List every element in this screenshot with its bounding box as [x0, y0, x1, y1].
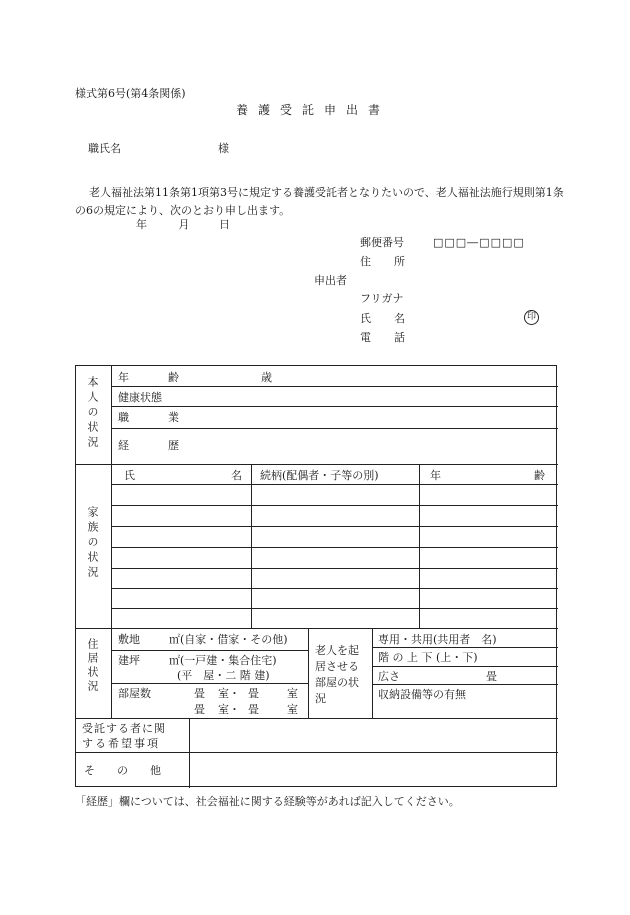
- seal-icon: 印: [524, 310, 539, 325]
- row-divider: [111, 547, 558, 548]
- age-unit: 歳: [261, 371, 272, 384]
- room-heading-3: 部屋の状: [315, 676, 359, 689]
- section-divider: [76, 752, 558, 753]
- row-divider: [111, 428, 558, 429]
- col-divider: [419, 464, 420, 628]
- addressee-label: 職氏名: [88, 142, 121, 155]
- rooms-label: 部屋数: [118, 687, 151, 700]
- room-storage: 収納設備等の有無: [378, 688, 466, 701]
- wishes-label-2: する希望事項: [82, 737, 160, 750]
- date-month: 月: [178, 218, 190, 231]
- row-divider: [372, 684, 558, 685]
- document-title: 養護受託申出書: [236, 103, 391, 117]
- row-divider: [111, 386, 558, 387]
- row-divider: [111, 568, 558, 569]
- rooms-value: 室・: [218, 687, 240, 700]
- addressee-line: [88, 142, 229, 155]
- room-floor: 階 の 上 下 (上・下): [378, 651, 478, 664]
- room-size-unit: 畳: [486, 670, 497, 683]
- row-divider: [111, 683, 308, 684]
- addressee-suffix: 様: [218, 142, 229, 155]
- site-unit: ㎡(自家・借家・その他): [169, 633, 288, 646]
- row-divider: [111, 526, 558, 527]
- section-divider: [76, 464, 558, 465]
- col-divider: [372, 628, 373, 718]
- floor-label: 建坪: [118, 654, 140, 667]
- row-divider: [111, 608, 558, 609]
- col-divider: [189, 718, 190, 788]
- name-label: 氏 名: [360, 312, 411, 325]
- wishes-label-1: 受託する者に関: [82, 722, 166, 735]
- row-divider: [111, 484, 558, 485]
- room-size-label: 広さ: [378, 670, 400, 683]
- housing-section-heading: 住居状況: [86, 638, 99, 694]
- family-col-age-1: 年: [430, 469, 441, 482]
- floor-unit: ㎡(一戸建・集合住宅): [169, 654, 277, 667]
- job-label: 職 業: [118, 411, 193, 424]
- family-col-name-1: 氏: [124, 469, 135, 482]
- rooms-value: 畳: [194, 687, 205, 700]
- rooms-value: 室・: [218, 703, 240, 716]
- family-col-age-2: 齢: [534, 469, 545, 482]
- row-divider: [111, 505, 558, 506]
- other-label: そ の 他: [84, 764, 161, 777]
- form-number: 様式第6号(第4条関係): [75, 87, 186, 100]
- col-divider: [111, 628, 112, 718]
- phone-label: 電 話: [360, 331, 411, 344]
- site-label: 敷地: [118, 633, 140, 646]
- date-year: 年: [136, 218, 147, 231]
- room-use: 専用・共用(共用者 名): [378, 633, 497, 646]
- body-text: 老人福祉法第11条第1項第3号に規定する養護受託者となりたいので、老人福祉法施行規則第1条の6の規定により、次のとおり申し出ます。: [75, 186, 564, 217]
- date-day: 日: [219, 218, 230, 231]
- row-divider: [111, 406, 558, 407]
- postal-label: 郵便番号: [360, 236, 404, 249]
- rooms-value: 畳: [248, 703, 259, 716]
- self-section-heading: 本人の状況: [86, 376, 99, 451]
- health-label: 健康状態: [118, 391, 162, 404]
- applicant-label: 申出者: [314, 274, 347, 287]
- furigana-label: フリガナ: [360, 292, 404, 305]
- room-heading-1: 老人を起: [315, 644, 359, 657]
- date-line: [136, 219, 230, 230]
- family-col-relation: 続柄(配偶者・子等の別): [260, 469, 379, 482]
- row-divider: [372, 666, 558, 667]
- section-divider: [76, 718, 558, 719]
- address-label: 住 所: [360, 255, 411, 268]
- postal-code-boxes[interactable]: □□□―□□□□: [433, 236, 525, 249]
- family-col-name-2: 名: [231, 469, 242, 482]
- age-label: 年 齢: [118, 371, 193, 384]
- row-divider: [111, 650, 308, 651]
- family-section-heading: 家族の状況: [86, 506, 99, 581]
- history-label: 経 歴: [118, 439, 193, 452]
- room-heading-4: 況: [315, 692, 326, 705]
- rooms-value: 畳: [194, 703, 205, 716]
- row-divider: [372, 647, 558, 648]
- row-divider: [111, 588, 558, 589]
- footnote: 「経歴」欄については、社会福祉に関する経験等があれば記入してください。: [75, 795, 460, 808]
- rooms-value: 室: [287, 687, 298, 700]
- room-heading-2: 居させる: [315, 660, 359, 673]
- status-table: [75, 365, 557, 787]
- rooms-value: 畳: [248, 687, 259, 700]
- rooms-value: 室: [287, 703, 298, 716]
- floor-type: (平 屋・二 階 建): [177, 669, 270, 682]
- section-divider: [76, 628, 558, 629]
- col-divider: [308, 628, 309, 718]
- col-divider: [251, 464, 252, 628]
